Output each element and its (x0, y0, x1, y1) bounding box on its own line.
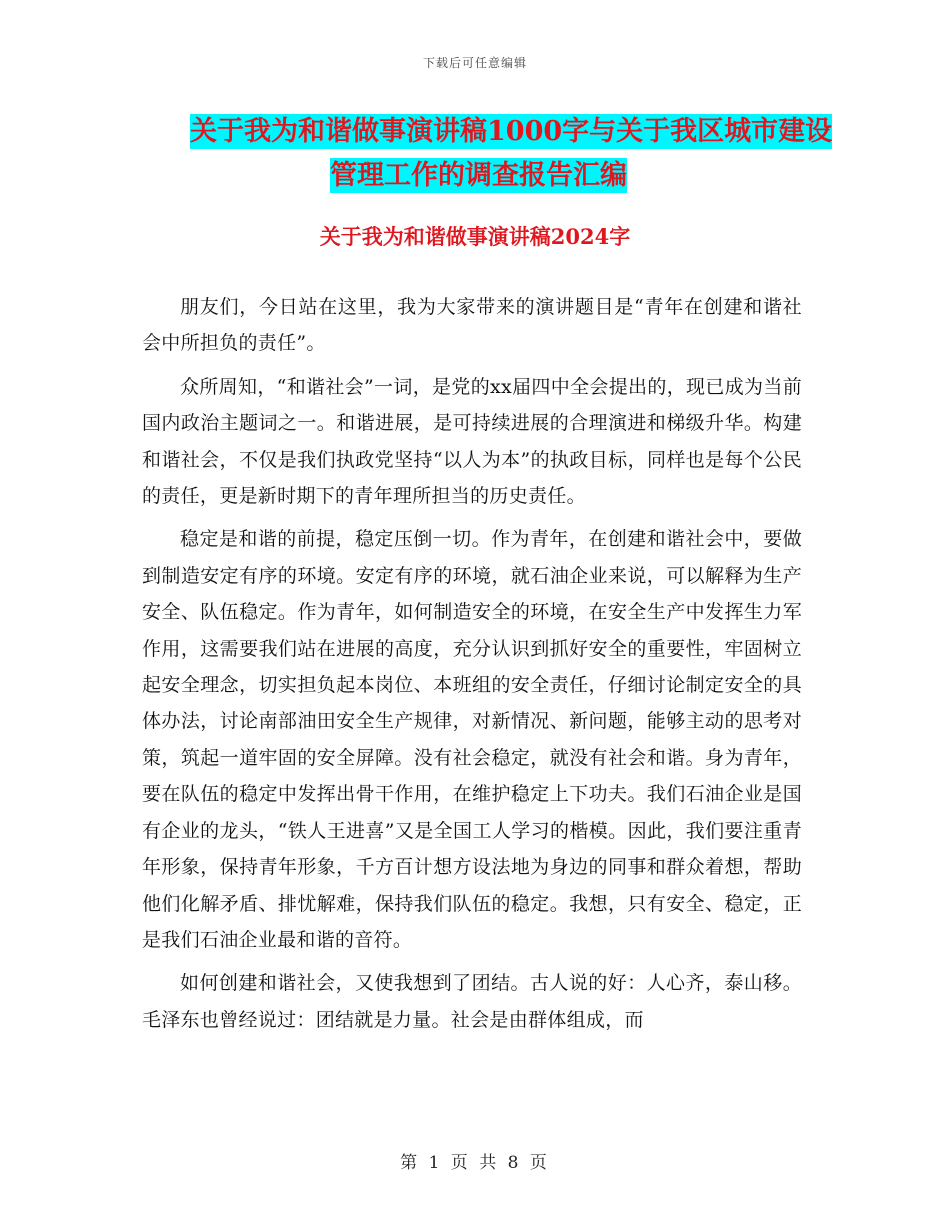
title-line-2-text: 管理工作的调查报告汇编 (330, 160, 627, 191)
paragraph: 众所周知，“和谐社会”一词，是党的xx届四中全会提出的，现已成为当前国内政治主题词之一。和谐进展，是可持续进展的合理演进和梯级升华。构建和谐社会，不仅是我们执政党坚持“以人为本”的执政目标，同样也是每个公民的责任，更是新时期下的青年理所担当的历史责任。 (142, 375, 802, 508)
header-note: 下载后可任意编辑 (422, 56, 527, 70)
paragraph: 如何创建和谐社会，又使我想到了团结。古人说的好：人心齐，泰山移。毛泽东也曾经说过：团结就是力量。社会是由群体组成，而 (142, 972, 802, 1031)
title-line-1 (140, 110, 833, 154)
body-text (142, 289, 802, 1045)
paragraph: 稳定是和谐的前提，稳定压倒一切。作为青年，在创建和谐社会中，要做到制造安定有序的环境。安定有序的环境，就石油企业来说，可以解释为生产安全、队伍稳定。作为青年，如何制造安全的环境，在安全生产中发挥生力军作用，这需要我们站在进展的高度，充分认识到抓好安全的重要性，牢固树立起安全理念，切实担负起本岗位、本班组的安全责任，仔细讨论制定安全的具体办法，讨论南部油田安全生产规律，对新情况、新问题，能够主动的思考对策，筑起一道牢固的安全屏障。没有社会稳定，就没有社会和谐。身为青年，要在队伍的稳定中发挥出骨干作用，在维护稳定上下功夫。我们石油企业是国有企业的龙头，“铁人王进喜”又是全国工人学习的楷模。因此，我们要注重青年形象，保持青年形象，千方百计想方设法地为身边的同事和群众着想，帮助他们化解矛盾、排忧解难，保持我们队伍的稳定。我想，只有安全、稳定，正是我们石油企业最和谐的音符。 (142, 528, 802, 951)
paragraph: 朋友们，今日站在这里，我为大家带来的演讲题目是“青年在创建和谐社会中所担负的责任”。 (142, 296, 802, 355)
title-line-1-text: 关于我为和谐做事演讲稿1000字与关于我区城市建设 (190, 116, 833, 147)
page-footer: 第 1 页 共 8 页 (400, 1153, 550, 1173)
document-title (140, 110, 833, 198)
title-line-2 (140, 154, 820, 198)
section-title: 关于我为和谐做事演讲稿2024字 (319, 224, 631, 249)
